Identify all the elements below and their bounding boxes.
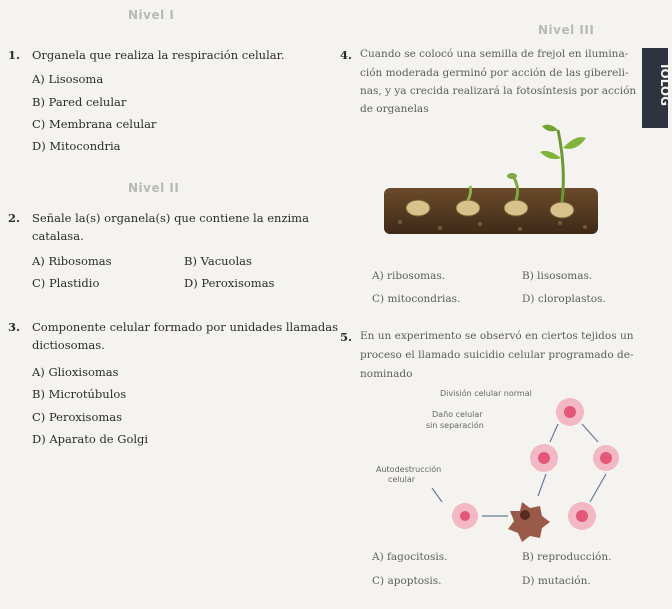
question-4-text-cont-1: ción moderada germinó por acción de las gibereli-: [360, 67, 629, 79]
question-4-option-a[interactable]: A) ribosomas.: [372, 270, 446, 282]
level-heading-2: Nivel II: [128, 181, 180, 195]
question-2-option-b[interactable]: B) Vacuolas: [184, 254, 252, 268]
side-tab: [642, 48, 672, 128]
question-2-text-cont: catalasa.: [32, 229, 84, 243]
question-3-option-d[interactable]: D) Aparato de Golgi: [32, 432, 149, 446]
question-3-option-b[interactable]: B) Microtúbulos: [32, 387, 127, 401]
question-1-option-c[interactable]: C) Membrana celular: [32, 117, 157, 131]
label-self-destruction-2: celular: [388, 475, 416, 484]
question-2-option-a[interactable]: A) Ribosomas: [32, 254, 112, 268]
question-4-text: Cuando se colocó una semilla de frejol en ilumina-: [360, 48, 629, 60]
question-3-text-cont: dictiosomas.: [32, 338, 105, 352]
cell-top: [556, 398, 584, 426]
question-5-option-d[interactable]: D) mutación.: [522, 575, 591, 587]
question-4-option-d[interactable]: D) cloroplastos.: [522, 293, 606, 305]
question-4-text-cont-2: nas, y ya crecida realizará la fotosíntesis por acción: [360, 85, 637, 97]
label-cell-damage-2: sin separación: [426, 421, 484, 430]
cell-mid-left: [530, 444, 558, 472]
cell-mid-right: [593, 445, 619, 471]
question-5-text: En un experimento se observó en ciertos tejidos un: [360, 330, 634, 342]
question-5-option-a[interactable]: A) fagocitosis.: [372, 551, 448, 563]
question-5-text-cont-2: nominado: [360, 368, 413, 380]
question-3-number: 3.: [8, 320, 21, 334]
question-1-number: 1.: [8, 48, 21, 62]
question-3-option-c[interactable]: C) Peroxisomas: [32, 410, 123, 424]
question-1-option-b[interactable]: B) Pared celular: [32, 95, 127, 109]
seed-stage-1: [406, 200, 430, 216]
label-self-destruction-1: Autodestrucción: [376, 465, 442, 474]
question-1-option-d[interactable]: D) Mitocondria: [32, 139, 121, 153]
question-5-option-b[interactable]: B) reproducción.: [522, 551, 612, 563]
question-4-option-b[interactable]: B) lisosomas.: [522, 270, 593, 282]
apoptosis-diagram: [360, 384, 630, 544]
question-2-number: 2.: [8, 211, 21, 225]
question-2-option-c[interactable]: C) Plastidio: [32, 276, 100, 290]
label-normal-division: División celular normal: [440, 389, 532, 398]
question-4-text-cont-3: de organelas: [360, 103, 429, 115]
cell-damaged: [508, 502, 550, 542]
side-tab-label: IOLOG: [657, 64, 672, 106]
question-2-option-d[interactable]: D) Peroxisomas: [184, 276, 275, 290]
germination-illustration: [380, 118, 602, 258]
question-3-option-a[interactable]: A) Glioxisomas: [32, 365, 119, 379]
label-cell-damage-1: Daño celular: [432, 410, 483, 419]
question-4-option-c[interactable]: C) mitocondrias.: [372, 293, 461, 305]
question-1-text: Organela que realiza la respiración celular.: [32, 48, 285, 62]
level-heading-3: Nivel III: [538, 23, 595, 37]
cell-fragment: [452, 503, 478, 529]
question-1-option-a[interactable]: A) Lisosoma: [32, 72, 104, 86]
cell-bottom-right: [568, 502, 596, 530]
question-3-text: Componente celular formado por unidades llamadas: [32, 320, 338, 334]
level-heading-1: Nivel I: [128, 8, 175, 22]
question-5-option-c[interactable]: C) apoptosis.: [372, 575, 442, 587]
question-5-text-cont-1: proceso el llamado suicidio celular programado de-: [360, 349, 634, 361]
question-2-text: Señale la(s) organela(s) que contiene la enzima: [32, 211, 309, 225]
question-5-number: 5.: [340, 330, 353, 344]
question-4-number: 4.: [340, 48, 353, 62]
